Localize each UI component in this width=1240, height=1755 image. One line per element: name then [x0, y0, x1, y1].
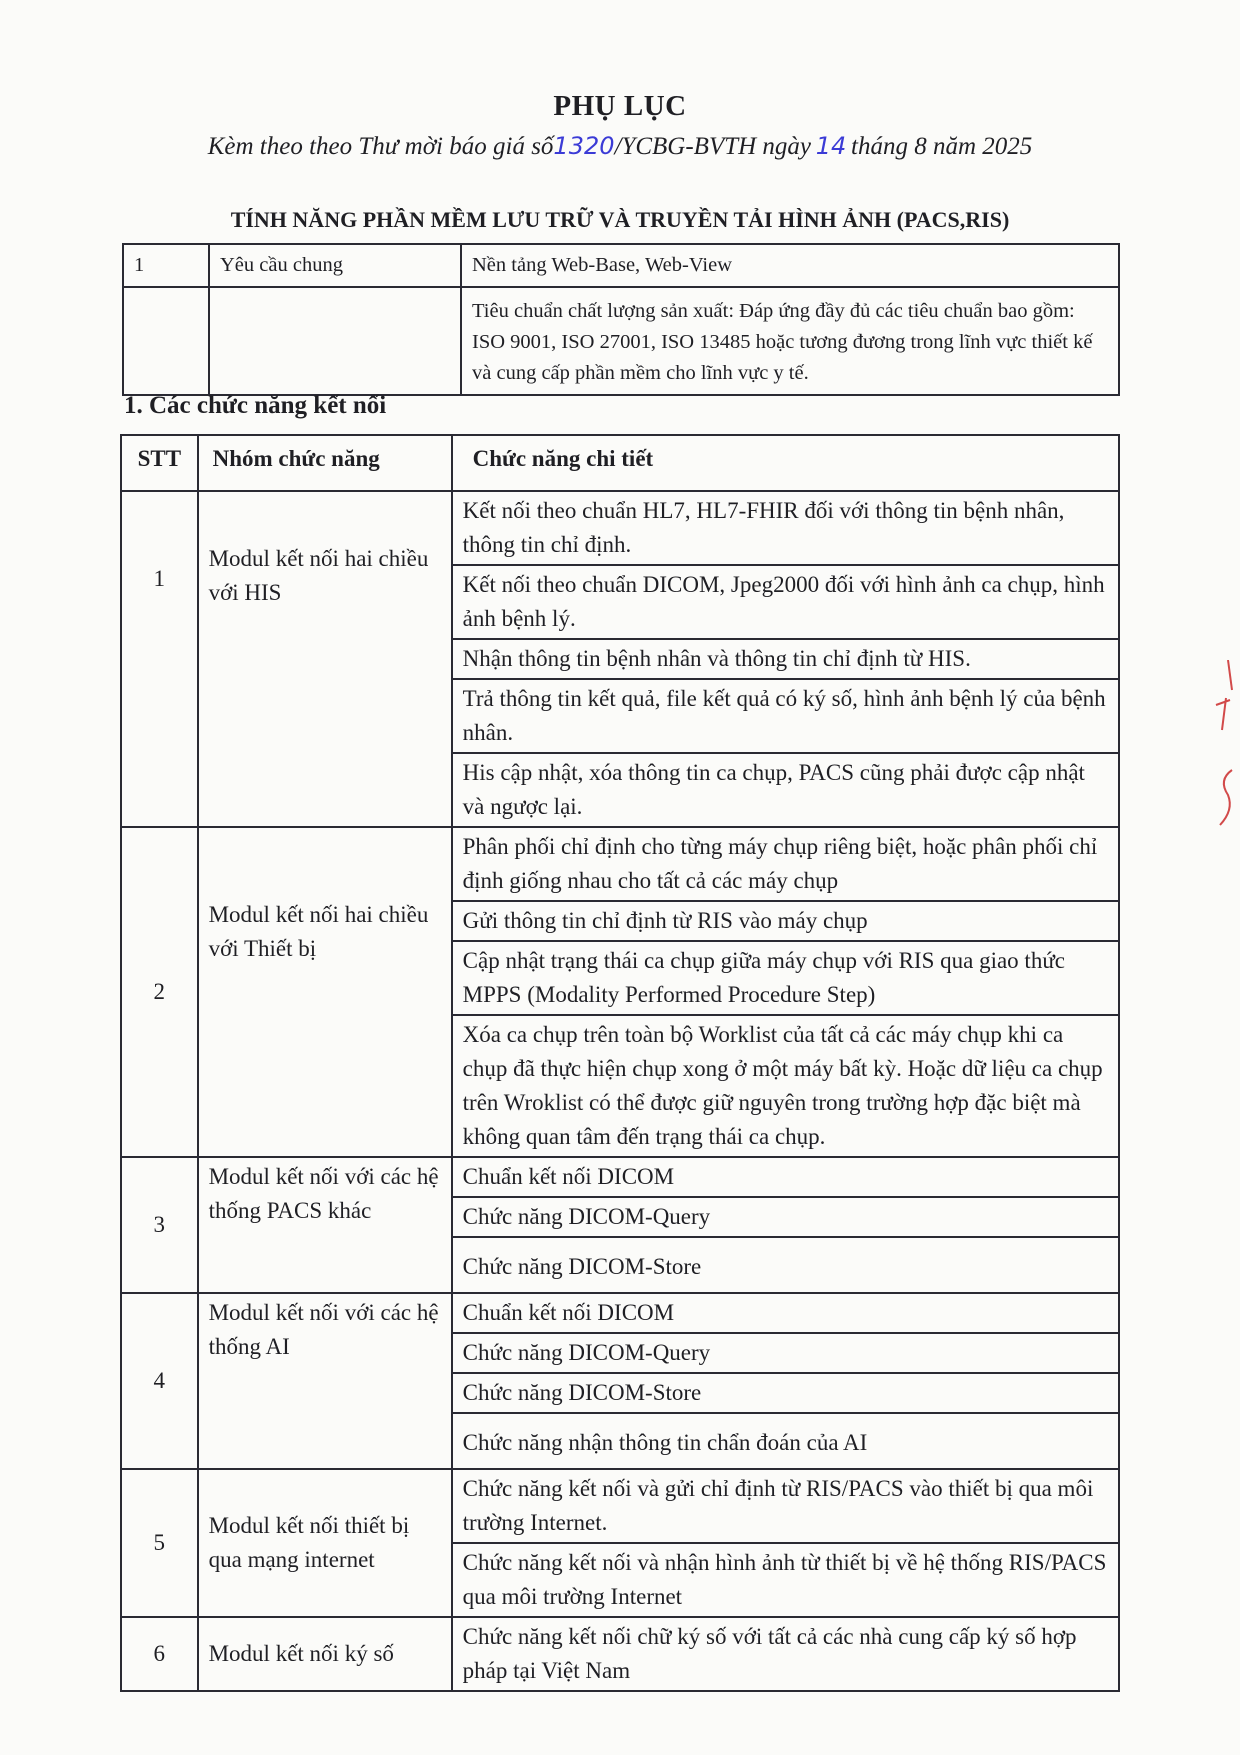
table-row: [123, 244, 1119, 287]
group-name: Modul kết nối ký số: [198, 1617, 452, 1691]
detail-cell: Chức năng kết nối và nhận hình ảnh từ thiết bị về hệ thống RIS/PACS qua môi trường Internet: [452, 1543, 1119, 1617]
group-stt: 4: [121, 1293, 198, 1469]
table-row: [121, 1617, 1119, 1691]
group-stt: 2: [121, 827, 198, 1157]
table-row: [121, 1469, 1119, 1543]
stt-cell: 1: [123, 244, 209, 287]
group-cell: Yêu cầu chung: [209, 244, 461, 287]
subtitle-mid: /YCBG-BVTH ngày: [614, 133, 812, 160]
header-detail: Chức năng chi tiết: [452, 435, 1119, 491]
group-name: Modul kết nối với các hệ thống AI: [198, 1293, 452, 1469]
detail-cell: Kết nối theo chuẩn DICOM, Jpeg2000 đối với hình ảnh ca chụp, hình ảnh bệnh lý.: [452, 565, 1119, 639]
subtitle-suffix: tháng 8 năm 2025: [851, 133, 1033, 160]
day-handwritten: 14: [815, 132, 847, 160]
detail-cell: Chức năng kết nối chữ ký số với tất cả các nhà cung cấp ký số hợp pháp tại Việt Nam: [452, 1617, 1119, 1691]
table-row: [121, 491, 1119, 565]
detail-cell: Nhận thông tin bệnh nhân và thông tin chỉ định từ HIS.: [452, 639, 1119, 679]
detail-cell: Phân phối chỉ định cho từng máy chụp riêng biệt, hoặc phân phối chỉ định giống nhau cho tất cả các máy chụp: [452, 827, 1119, 901]
group-name: Modul kết nối với các hệ thống PACS khác: [198, 1157, 452, 1293]
detail-cell: His cập nhật, xóa thông tin ca chụp, PACS cũng phải được cập nhật và ngược lại.: [452, 753, 1119, 827]
detail-cell: Gửi thông tin chỉ định từ RIS vào máy chụp: [452, 901, 1119, 941]
detail-cell: Trả thông tin kết quả, file kết quả có ký số, hình ảnh bệnh lý của bệnh nhân.: [452, 679, 1119, 753]
table-row: [121, 1157, 1119, 1197]
subtitle-line: [0, 132, 1240, 161]
group-stt: 6: [121, 1617, 198, 1691]
doc-number-handwritten: 1320: [553, 132, 615, 160]
group-stt: 5: [121, 1469, 198, 1617]
detail-cell: Chức năng DICOM-Store: [452, 1237, 1119, 1293]
table-row: [121, 827, 1119, 901]
detail-cell: Chuẩn kết nối DICOM: [452, 1293, 1119, 1333]
detail-cell: Chức năng nhận thông tin chẩn đoán của AI: [452, 1413, 1119, 1469]
margin-handwritten-mark: [1208, 660, 1236, 830]
table-row: [121, 1293, 1119, 1333]
page-title: PHỤ LỤC: [553, 90, 687, 122]
header-stt: STT: [121, 435, 198, 491]
detail-cell: Nền tảng Web-Base, Web-View: [461, 244, 1119, 287]
detail-cell: Kết nối theo chuẩn HL7, HL7-FHIR đối với thông tin bệnh nhân, thông tin chỉ định.: [452, 491, 1119, 565]
detail-cell: Chức năng DICOM-Query: [452, 1197, 1119, 1237]
detail-cell: Chức năng kết nối và gửi chỉ định từ RIS/PACS vào thiết bị qua môi trường Internet.: [452, 1469, 1119, 1543]
document-heading: TÍNH NĂNG PHẦN MỀM LƯU TRỮ VÀ TRUYỀN TẢI HÌNH ẢNH (PACS,RIS): [230, 207, 1010, 232]
connection-functions-table: [120, 434, 1120, 1692]
group-cell: [209, 287, 461, 395]
detail-cell: Xóa ca chụp trên toàn bộ Worklist của tất cả các máy chụp khi ca chụp đã thực hiện chụp xong ở một máy bất kỳ. Hoặc dữ liệu ca chụp trên Wroklist có thể được giữ nguyên trong trường hợp đặc biệt mà không quan tâm đến trạng thái ca chụp.: [452, 1015, 1119, 1157]
table-row: [123, 287, 1119, 395]
group-name: Modul kết nối hai chiều với Thiết bị: [198, 827, 452, 1157]
stt-cell: [123, 287, 209, 395]
section-title: 1. Các chức năng kết nối: [124, 392, 387, 419]
subtitle-prefix: Kèm theo theo Thư mời báo giá số: [207, 133, 554, 160]
general-requirements-table: [122, 243, 1120, 396]
group-name: Modul kết nối hai chiều với HIS: [198, 491, 452, 827]
table-header-row: [121, 435, 1119, 491]
detail-cell: Cập nhật trạng thái ca chụp giữa máy chụp với RIS qua giao thức MPPS (Modality Performed Procedure Step): [452, 941, 1119, 1015]
detail-cell: Chức năng DICOM-Query: [452, 1333, 1119, 1373]
detail-cell: Tiêu chuẩn chất lượng sản xuất: Đáp ứng đầy đủ các tiêu chuẩn bao gồm: ISO 9001, ISO 27001, ISO 13485 hoặc tương đương trong lĩnh vực thiết kế và cung cấp phần mềm cho lĩnh vực y tế.: [461, 287, 1119, 395]
group-name: Modul kết nối thiết bị qua mạng internet: [198, 1469, 452, 1617]
header-group: Nhóm chức năng: [198, 435, 452, 491]
detail-cell: Chuẩn kết nối DICOM: [452, 1157, 1119, 1197]
detail-cell: Chức năng DICOM-Store: [452, 1373, 1119, 1413]
group-stt: 3: [121, 1157, 198, 1293]
group-stt: 1: [121, 491, 198, 827]
